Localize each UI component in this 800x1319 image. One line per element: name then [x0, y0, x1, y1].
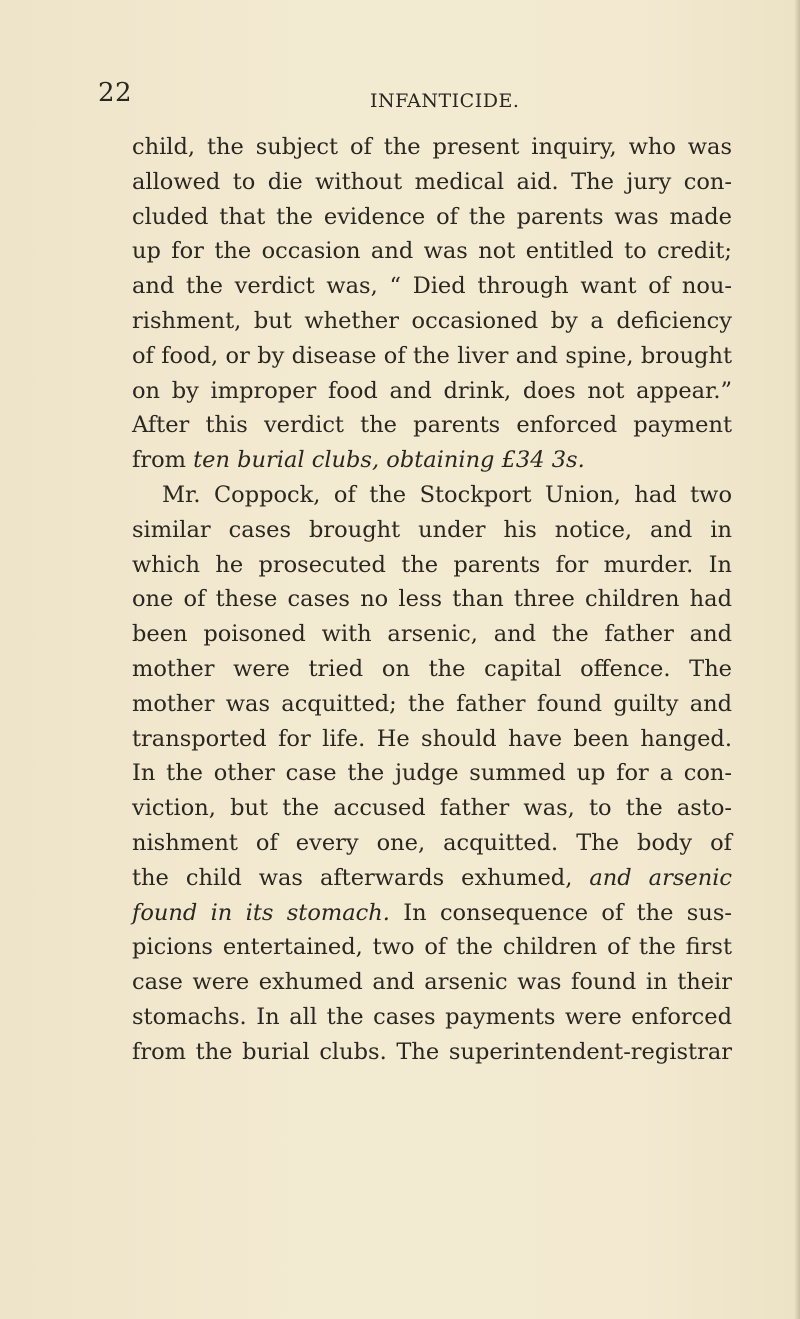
- running-head: INFANTICIDE.: [370, 90, 520, 112]
- text-line: rishment, but whether occasioned by a deficiency: [132, 307, 732, 334]
- text-line: After this verdict the parents enforced payment: [132, 412, 732, 439]
- text-line: which he prosecuted the parents for murder. In: [132, 551, 732, 578]
- text-line: up for the occasion and was not entitled to credit;: [132, 238, 732, 265]
- page-edge-shadow: [794, 0, 800, 1319]
- text-line: one of these cases no less than three children had: [132, 586, 732, 613]
- text-line: mother was acquitted; the father found guilty and: [132, 690, 732, 717]
- page-number: 22: [98, 78, 133, 108]
- italic-text: ten burial clubs, obtaining £34 3s.: [193, 447, 585, 474]
- text-line: picions entertained, two of the children of the first: [132, 934, 732, 961]
- text-line: viction, but the accused father was, to the asto-: [132, 795, 732, 822]
- text-line: found in its stomach. In consequence of the sus-: [132, 899, 732, 926]
- text-line: transported for life. He should have been hanged.: [132, 725, 732, 752]
- text-line: been poisoned with arsenic, and the father and: [132, 621, 732, 648]
- italic-text: and arsenic: [589, 864, 732, 891]
- text-line: Mr. Coppock, of the Stockport Union, had two: [162, 481, 732, 508]
- text-line: from the burial clubs. The superintendent-registrar: [132, 1038, 732, 1065]
- text-line: mother were tried on the capital offence. The: [132, 655, 732, 682]
- text-line: allowed to die without medical aid. The jury con-: [132, 168, 732, 195]
- text-line: case were exhumed and arsenic was found in their: [132, 969, 732, 996]
- text-line: nishment of every one, acquitted. The body of: [132, 829, 732, 856]
- text-line: stomachs. In all the cases payments were enforced: [132, 1003, 732, 1030]
- text-line: from ten burial clubs, obtaining £34 3s.: [132, 447, 585, 474]
- italic-text: found in its stomach.: [132, 899, 390, 926]
- text-line: In the other case the judge summed up for a con-: [132, 760, 732, 787]
- text-line: cluded that the evidence of the parents was made: [132, 203, 732, 230]
- text-line: the child was afterwards exhumed, and arsenic: [132, 864, 732, 891]
- text-line: of food, or by disease of the liver and spine, brought: [132, 342, 732, 369]
- body-text: [132, 130, 732, 1070]
- text-line: similar cases brought under his notice, and in: [132, 516, 732, 543]
- text-line: on by improper food and drink, does not appear.”: [132, 377, 732, 404]
- text-line: and the verdict was, “ Died through want of nou-: [132, 273, 732, 300]
- text-line: child, the subject of the present inquiry, who was: [132, 134, 732, 160]
